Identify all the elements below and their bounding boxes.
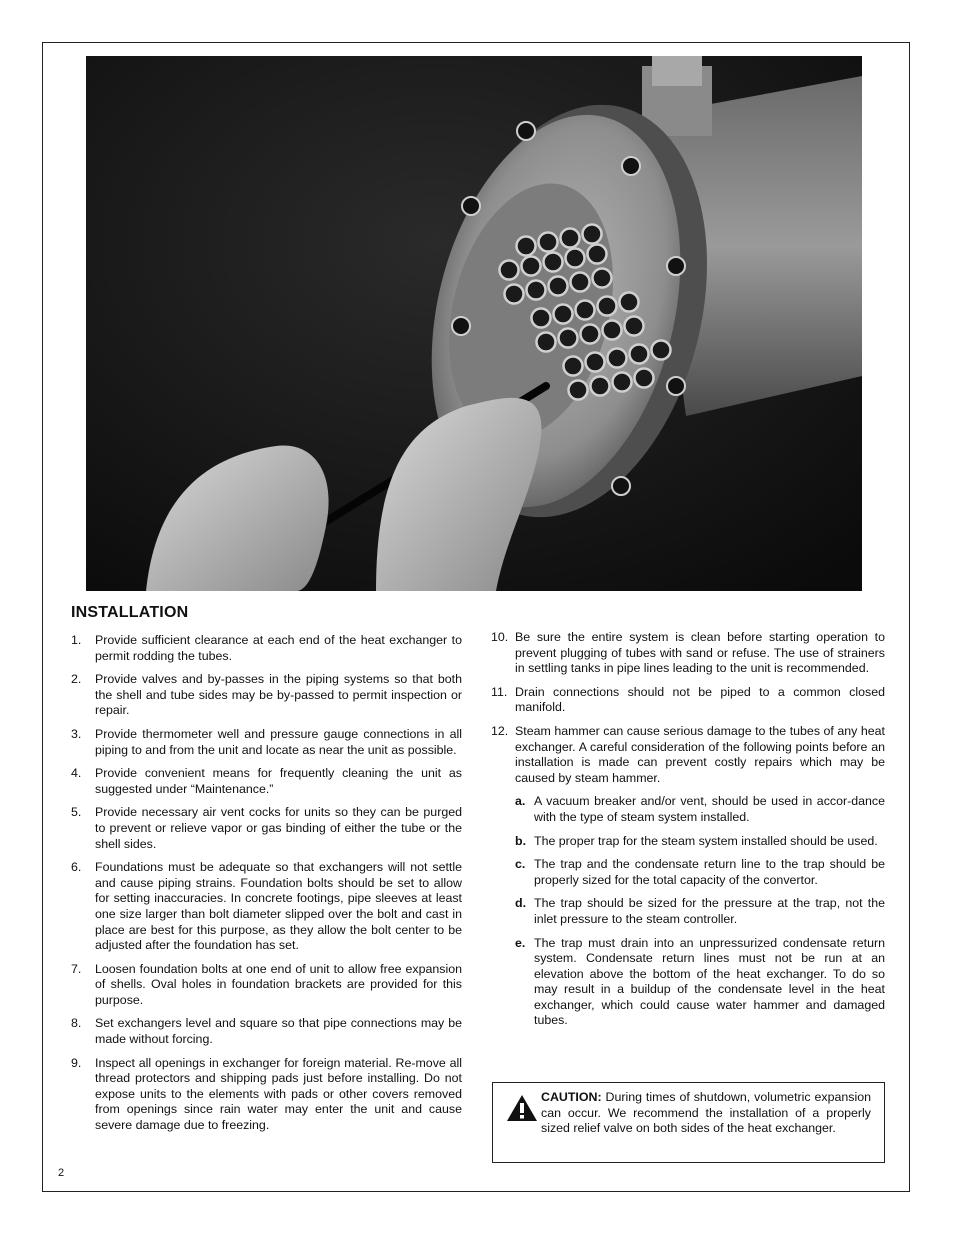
caution-text: During times of shutdown, volumetric expansion can occur. We recommend the installation of a properly sized relief valve on both sides of the heat exchanger. — [541, 1090, 871, 1136]
tube-hole — [554, 305, 573, 324]
sub-list-item — [515, 794, 885, 825]
list-item — [71, 805, 462, 852]
tube-hole — [598, 297, 617, 316]
list-item — [491, 685, 885, 716]
sub-item-text: The trap and the condensate return line to the trap should be properly sized for the total capacity of the convertor. — [534, 857, 885, 887]
item-number: 11. — [491, 684, 508, 699]
right-column — [491, 630, 885, 1037]
tube-hole — [583, 225, 602, 244]
list-item — [71, 672, 462, 719]
sub-item-letter: d. — [515, 896, 527, 911]
tube-hole — [571, 273, 590, 292]
item-number: 3. — [71, 726, 82, 741]
tube-hole — [539, 233, 558, 252]
tube-hole — [527, 281, 546, 300]
list-item — [71, 1016, 462, 1047]
list-item — [71, 727, 462, 758]
item-text: Provide thermometer well and pressure gauge connections in all piping to and from the unit and locate as near the unit as possible. — [95, 726, 462, 757]
sub-item-letter: b. — [515, 833, 527, 848]
item-number: 5. — [71, 805, 82, 820]
sub-item-letter: e. — [515, 935, 526, 950]
item-number: 10. — [491, 630, 509, 644]
tube-hole — [537, 333, 556, 352]
item-text: Inspect all openings in exchanger for foreign material. Re-move all thread protectors and shipping pads just before installing. Do not expose units to the elements with pads or other covers removed from openings since rain water may enter the unit and cause severe damage due to freezing. — [95, 1055, 462, 1133]
list-item — [491, 630, 885, 677]
item-number: 9. — [71, 1055, 82, 1070]
tube-hole — [505, 285, 524, 304]
item-number: 8. — [71, 1016, 82, 1031]
sub-item-text: The trap must drain into an unpressurized condensate return system. Condensate return lines must not be run at an elevation above the bottom of the heat exchanger. To do so may result in a buildup of the condensate level in the heat exchanger, which could cause water hammer and damaged tubes. — [534, 935, 885, 1028]
hands-rodding-tubes-icon — [86, 56, 862, 591]
sub-item-text: The trap should be sized for the pressure at the trap, not the inlet pressure to the steam controller. — [534, 896, 885, 926]
left-column — [71, 633, 462, 1142]
tube-hole — [532, 309, 551, 328]
tube-hole — [576, 301, 595, 320]
tube-hole — [561, 229, 580, 248]
tube-hole — [603, 321, 622, 340]
tube-hole — [588, 245, 607, 264]
item-text: Foundations must be adequate so that exchangers will not settle and cause piping strains. Foundation bolts should be set to allow for setting inaccuracies. In concrete footings, pipe sleeves at least one size larger than bolt diameter slipped over the bolt and cast in place are best for this purpose, as they allow the bolt center to be adjusted after the foundation has set. — [95, 860, 462, 953]
page-number: 2 — [58, 1167, 65, 1179]
sub-list-item — [515, 896, 885, 927]
tube-hole — [569, 381, 588, 400]
item-text: Be sure the entire system is clean before starting operation to prevent plugging of tubes with sand or refuse. The use of strainers in settling tanks in pipe lines leading to the unit is recommended. — [515, 630, 885, 676]
sub-item-letter: a. — [515, 794, 526, 809]
item-text: Steam hammer can cause serious damage to the tubes of any heat exchanger. A careful consideration of the following points before an installation is made can prevent costly repairs which may be caused by steam hammer. — [515, 723, 885, 785]
tube-hole — [581, 325, 600, 344]
tube-hole — [559, 329, 578, 348]
heat-exchanger-photo — [86, 56, 862, 591]
warning-triangle-icon — [506, 1094, 538, 1122]
caution-label: CAUTION: — [541, 1090, 602, 1104]
tube-hole — [549, 277, 568, 296]
sub-item-text: The proper trap for the steam system installed should be used. — [534, 833, 878, 848]
sub-list-item — [515, 936, 885, 1030]
tube-hole — [608, 349, 627, 368]
tube-hole — [652, 341, 671, 360]
list-item — [491, 724, 885, 786]
tube-hole — [635, 369, 654, 388]
sub-list-item — [515, 834, 885, 850]
sub-list-item — [515, 857, 885, 888]
tube-hole — [566, 249, 585, 268]
list-item — [71, 860, 462, 954]
item-text: Drain connections should not be piped to a common closed manifold. — [515, 684, 885, 715]
item-number: 6. — [71, 860, 82, 875]
list-item — [71, 962, 462, 1009]
item-text: Provide necessary air vent cocks for units so they can be purged to prevent or relieve vapor or gas binding of either the tube or the shell sides. — [95, 805, 462, 851]
item-number: 1. — [71, 633, 82, 647]
tube-hole — [630, 345, 649, 364]
tube-hole — [613, 373, 632, 392]
item-number: 7. — [71, 961, 82, 976]
list-item — [71, 633, 462, 664]
tube-hole — [591, 377, 610, 396]
tube-hole — [620, 293, 639, 312]
caution-box — [492, 1082, 885, 1163]
sub-item-text: A vacuum breaker and/or vent, should be used in accor-dance with the type of steam system installed. — [534, 794, 885, 824]
list-item — [71, 1056, 462, 1134]
section-heading: INSTALLATION — [71, 604, 189, 621]
item-text: Set exchangers level and square so that pipe connections may be made without forcing. — [95, 1016, 462, 1047]
item-number: 2. — [71, 672, 82, 687]
tube-hole — [522, 257, 541, 276]
sub-item-letter: c. — [515, 857, 526, 872]
tube-hole — [564, 357, 583, 376]
tube-hole — [625, 317, 644, 336]
tube-hole — [586, 353, 605, 372]
item-text: Provide convenient means for frequently cleaning the unit as suggested under “Maintenance.” — [95, 766, 462, 796]
list-item — [71, 766, 462, 797]
item-number: 4. — [71, 766, 82, 781]
item-text: Provide sufficient clearance at each end of the heat exchanger to permit rodding the tubes. — [95, 633, 462, 663]
tube-hole — [544, 253, 563, 272]
item-text: Provide valves and by-passes in the piping systems so that both the shell and tube sides may be by-passed to permit inspection or repair. — [95, 672, 462, 718]
tube-hole — [517, 237, 536, 256]
item-number: 12. — [491, 723, 509, 738]
tube-hole — [500, 261, 519, 280]
item-text: Loosen foundation bolts at one end of unit to allow free expansion of shells. Oval holes in foundation brackets are provided for this purpose. — [95, 961, 462, 1007]
tube-hole — [593, 269, 612, 288]
